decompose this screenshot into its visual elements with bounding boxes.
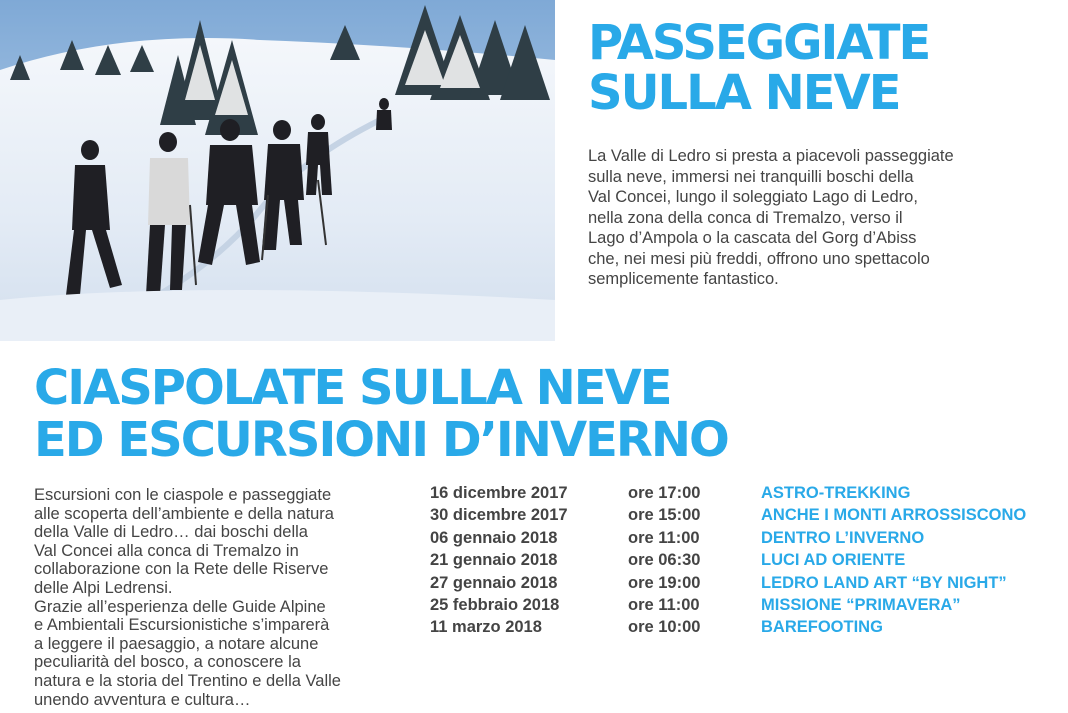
event-name: LEDRO LAND ART “BY NIGHT” — [761, 573, 1007, 592]
hero-title-line-2: SULLA NEVE — [588, 65, 900, 121]
event-row — [430, 529, 1060, 551]
event-time: ore 11:00 — [628, 528, 700, 547]
intro-line: Lago d’Ampola o la cascata del Gorg d’Abiss — [588, 229, 917, 247]
excursions-description — [34, 486, 424, 709]
description-line: peculiarità del bosco, a conoscere la — [34, 653, 301, 672]
event-name: LUCI AD ORIENTE — [761, 551, 906, 570]
event-row — [430, 618, 1060, 640]
event-name: ASTRO-TREKKING — [761, 484, 911, 502]
description-line: a leggere il paesaggio, a notare alcune — [34, 634, 319, 653]
hero-title-line-1: PASSEGGIATE — [588, 15, 930, 71]
intro-line: sulla neve, immersi nei tranquilli boschi della — [588, 167, 914, 186]
event-date: 27 gennaio 2018 — [430, 573, 558, 592]
event-date: 30 dicembre 2017 — [430, 506, 568, 525]
event-name: MISSIONE “PRIMAVERA” — [761, 595, 961, 614]
event-time: ore 17:00 — [628, 484, 701, 502]
intro-line: Val Concei, lungo il soleggiato Lago di Ledro, — [588, 188, 918, 206]
event-row — [430, 551, 1060, 573]
excursions-title-line-1: CIASPOLATE SULLA NEVE — [34, 360, 671, 416]
description-line: natura e la storia del Trentino e della Valle — [34, 671, 341, 690]
event-time: ore 15:00 — [628, 506, 701, 525]
description-line: alle scoperta dell’ambiente e della natura — [34, 504, 334, 523]
event-name: DENTRO L’INVERNO — [761, 528, 925, 547]
event-date: 16 dicembre 2017 — [430, 484, 568, 502]
description-line: unendo avventura e cultura… — [34, 690, 251, 709]
description-line: Grazie all’esperienza delle Guide Alpine — [34, 597, 326, 616]
hero-intro-paragraph — [588, 146, 1048, 290]
event-date: 25 febbraio 2018 — [430, 595, 560, 614]
event-date: 06 gennaio 2018 — [430, 528, 558, 547]
intro-line: che, nei mesi più freddi, offrono uno spettacolo — [588, 249, 930, 268]
intro-line: nella zona della conca di Tremalzo, verso il — [588, 208, 903, 227]
description-line: delle Alpi Ledrensi. — [34, 578, 173, 597]
description-line: della Valle di Ledro… dai boschi della — [34, 523, 308, 542]
event-date: 11 marzo 2018 — [430, 618, 542, 637]
hero-title — [588, 15, 930, 121]
excursions-title — [34, 362, 728, 466]
event-time: ore 06:30 — [628, 551, 701, 570]
excursions-title-line-2: ED ESCURSIONI D’INVERNO — [34, 412, 728, 468]
description-line: e Ambientali Escursionistiche s’imparerà — [34, 616, 330, 635]
event-name: BAREFOOTING — [761, 618, 883, 637]
event-row — [430, 484, 1060, 506]
description-line: Val Concei alla conca di Tremalzo in — [34, 541, 299, 560]
event-schedule — [430, 484, 1060, 641]
event-time: ore 10:00 — [628, 618, 701, 637]
event-row — [430, 506, 1060, 528]
snowshoe-hikers-photo — [0, 0, 555, 341]
description-line: collaborazione con la Rete delle Riserve — [34, 560, 329, 579]
event-time: ore 19:00 — [628, 573, 701, 592]
event-date: 21 gennaio 2018 — [430, 551, 558, 570]
intro-line: La Valle di Ledro si presta a piacevoli passeggiate — [588, 147, 954, 165]
event-row — [430, 574, 1060, 596]
event-row — [430, 596, 1060, 618]
event-time: ore 11:00 — [628, 595, 700, 614]
intro-line: semplicemente fantastico. — [588, 270, 779, 288]
event-name: ANCHE I MONTI ARROSSISCONO — [761, 506, 1027, 525]
description-line: Escursioni con le ciaspole e passeggiate — [34, 486, 332, 504]
